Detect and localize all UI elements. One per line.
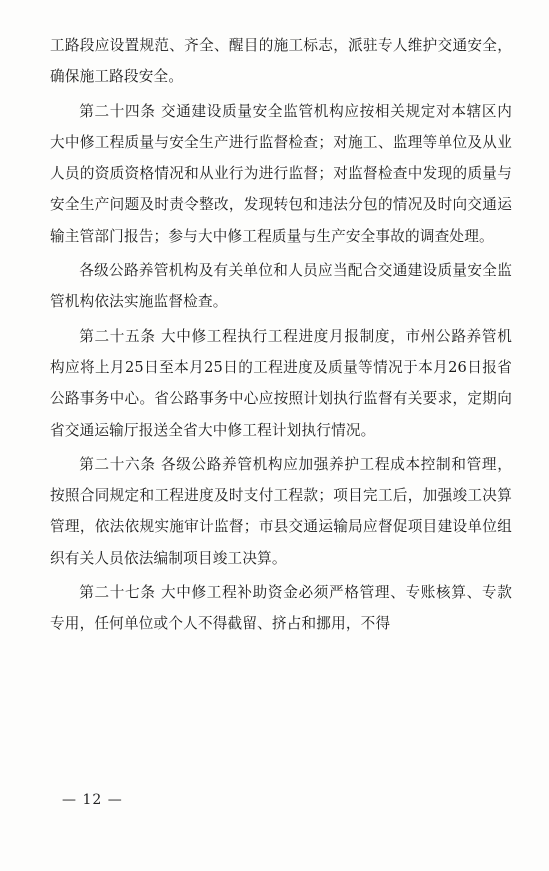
- paragraph-article-24: 第二十四条 交通建设质量安全监管机构应按相关规定对本辖区内大中修工程质量与安全生产进行监督检查；对施工、监理等单位及从业人员的资质资格情况和从业行为进行监督；对监督检查中发现的质量与安全生产问题及时责令整改，发现转包和违法分包的情况及时向交通运输主管部门报告；参与大中修工程质量与生产安全事故的调查处理。: [50, 102, 512, 245]
- paragraph-supervision-cooperation: 各级公路养管机构及有关单位和人员应当配合交通建设质量安全监管机构依法实施监督检查。: [50, 262, 512, 311]
- paragraph-1: 工路段应设置规范、齐全、醒目的施工标志，派驻专人维护交通安全，确保施工路段安全。: [50, 37, 512, 86]
- page-number: — 12 —: [62, 792, 123, 808]
- paragraph-article-27: 第二十七条 大中修工程补助资金必须严格管理、专账核算、专款专用，任何单位或个人不得截留、挤占和挪用，不得: [50, 584, 512, 633]
- paragraph-article-25: 第二十五条 大中修工程执行工程进度月报制度，市州公路养管机构应将上月25日至本月25日的工程进度及质量等情况于本月26日报省公路事务中心。省公路事务中心应按照计划执行监督有关要求，定期向省交通运输厅报送全省大中修工程计划执行情况。: [50, 327, 512, 439]
- paragraph-article-26: 第二十六条 各级公路养管机构应加强养护工程成本控制和管理，按照合同规定和工程进度及时支付工程款；项目完工后，加强竣工决算管理，依法依规实施审计监督；市县交通运输局应督促项目建设单位组织有关人员依法编制项目竣工决算。: [50, 455, 512, 567]
- document-body: [50, 30, 512, 643]
